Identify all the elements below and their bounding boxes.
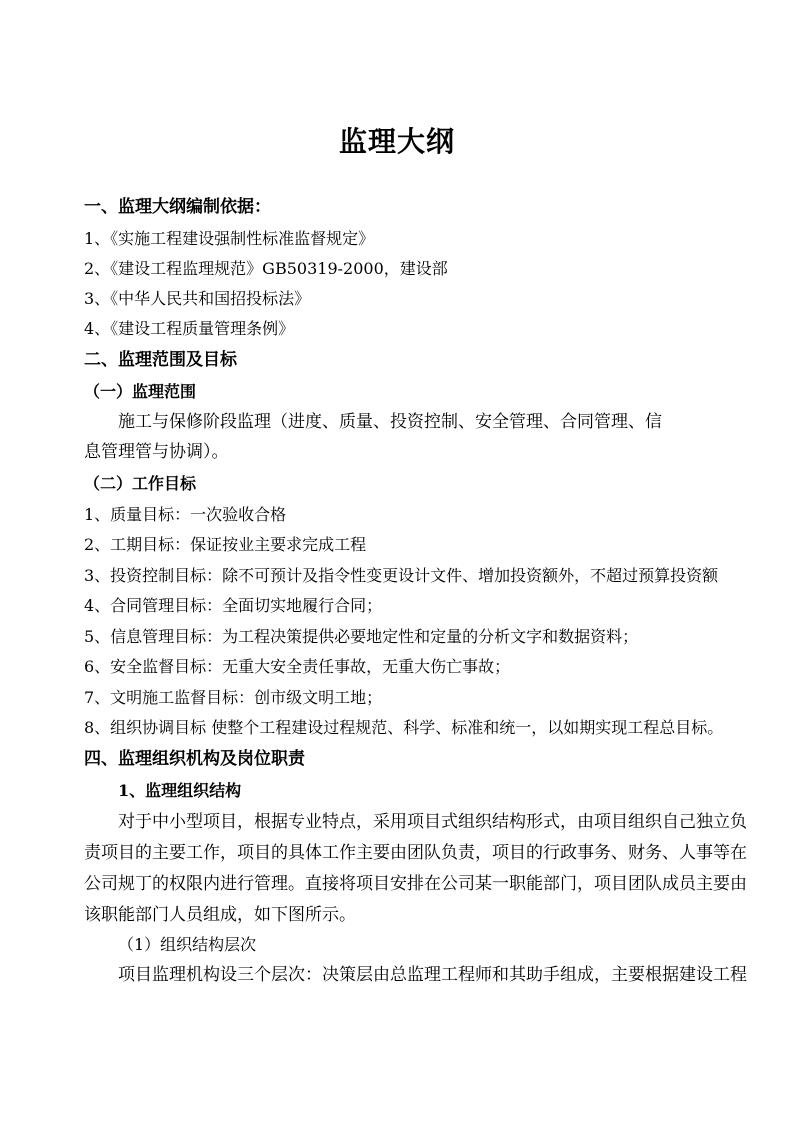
basis-item: 1、《实施工程建设强制性标准监督规定》 [84, 229, 375, 248]
goals-heading: （二）工作目标 [84, 474, 197, 493]
paragraph-line: 项目监理机构设三个层次：决策层由总监理工程师和其助手组成，主要根据建设工程 [118, 965, 747, 985]
scope-heading: （一）监理范围 [84, 382, 197, 401]
section2-heading: 二、监理范围及目标 [84, 350, 237, 370]
section4-heading: 四、监理组织机构及岗位职责 [84, 749, 305, 769]
scope-text: 施工与保修阶段监理（进度、质量、投资控制、安全管理、合同管理、信 [118, 412, 662, 432]
paragraph-line: 该职能部门人员组成，如下图所示。 [84, 905, 356, 925]
goal-item: 6、安全监督目标：无重大安全责任事故，无重大伤亡事故； [84, 657, 511, 676]
basis-item: 4、《建设工程质量管理条例》 [84, 319, 295, 338]
paragraph-line: 公司规丁的权限内进行管理。直接将项目安排在公司某一职能部门，项目团队成员主要由 [84, 874, 747, 894]
scope-text: 息管理管与协调）。 [84, 442, 229, 462]
goal-item: 1、质量目标：一次验收合格 [84, 505, 287, 524]
basis-item: 3、《中华人民共和国招投标法》 [84, 289, 311, 308]
section1-heading: 一、监理大纲编制依据： [84, 197, 271, 217]
goal-item: 3、投资控制目标：除不可预计及指令性变更设计文件、增加投资额外，不超过预算投资额 [84, 566, 719, 585]
goal-item: 8、组织协调目标 使整个工程建设过程规范、科学、标准和统一，以如期实现工程总目标。 [84, 718, 724, 737]
goal-item: 7、文明施工监督目标：创市级文明工地； [84, 688, 383, 707]
document-title: 监理大纲 [338, 125, 455, 158]
org-levels-item: （1）组织结构层次 [118, 935, 257, 954]
goal-item: 4、合同管理目标：全面切实地履行合同； [84, 596, 383, 615]
goal-item: 2、工期目标：保证按业主要求完成工程 [84, 535, 367, 554]
paragraph-line: 对于中小型项目，根据专业特点，采用项目式组织结构形式，由项目组织自己独立负 [118, 812, 747, 832]
paragraph-line: 责项目的主要工作，项目的具体工作主要由团队负责，项目的行政事务、财务、人事等在 [84, 843, 747, 863]
basis-item: 2、《建设工程监理规范》GB50319-2000，建设部 [84, 259, 448, 278]
goal-item: 5、信息管理目标：为工程决策提供必要地定性和定量的分析文字和数据资料； [84, 627, 639, 646]
org-structure-heading: 1、监理组织结构 [118, 781, 242, 800]
